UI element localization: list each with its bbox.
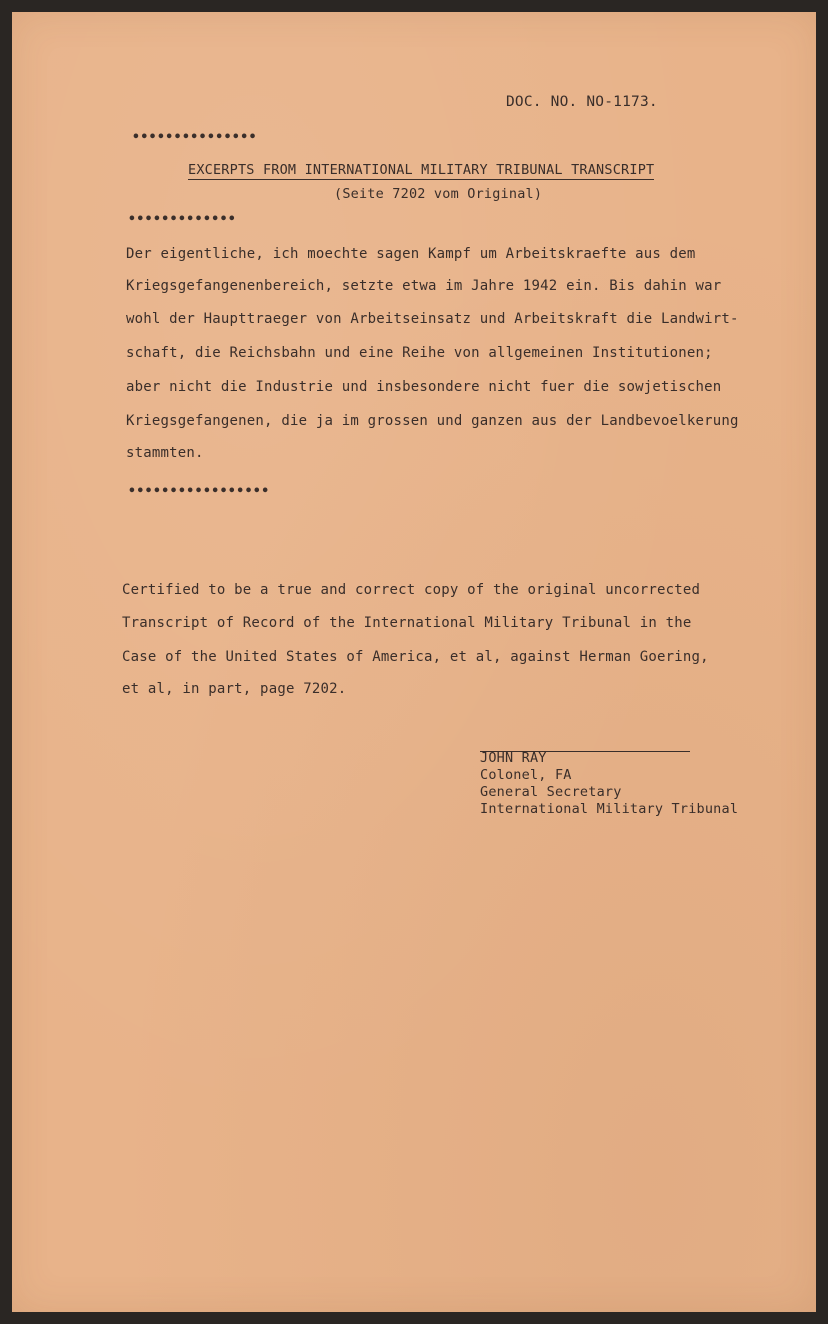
- separator-end: •••••••••••••••••: [128, 484, 270, 499]
- certification-line: et al, in part, page 7202.: [122, 681, 347, 697]
- certification-line: Transcript of Record of the International Military Tribunal in the: [122, 615, 692, 631]
- signatory-rank: Colonel, FA: [480, 767, 572, 783]
- signatory-name: JOHN RAY: [480, 750, 547, 766]
- document-subtitle: (Seite 7202 vom Original): [334, 186, 543, 202]
- separator-mid: •••••••••••••: [128, 212, 237, 227]
- certification-line: Certified to be a true and correct copy of the original uncorrected: [122, 582, 701, 598]
- body-line: schaft, die Reichsbahn und eine Reihe von allgemeinen Institutionen;: [126, 345, 713, 361]
- signatory-organization: International Military Tribunal: [480, 801, 739, 817]
- body-line: Der eigentliche, ich moechte sagen Kampf um Arbeitskraefte aus dem: [126, 246, 696, 262]
- body-line: stammten.: [126, 445, 204, 461]
- separator-top: •••••••••••••••: [132, 130, 257, 145]
- body-line: Kriegsgefangenen, die ja im grossen und ganzen aus der Landbevoelkerung: [126, 413, 739, 429]
- document-number: DOC. NO. NO-1173.: [506, 94, 658, 110]
- certification-line: Case of the United States of America, et al, against Herman Goering,: [122, 649, 709, 665]
- document-page: [12, 12, 816, 1312]
- body-line: Kriegsgefangenenbereich, setzte etwa im Jahre 1942 ein. Bis dahin war: [126, 278, 722, 294]
- signatory-position: General Secretary: [480, 784, 622, 800]
- body-line: aber nicht die Industrie und insbesondere nicht fuer die sowjetischen: [126, 379, 722, 395]
- document-title: EXCERPTS FROM INTERNATIONAL MILITARY TRIBUNAL TRANSCRIPT: [188, 162, 655, 178]
- body-line: wohl der Haupttraeger von Arbeitseinsatz und Arbeitskraft die Landwirt-: [126, 311, 739, 327]
